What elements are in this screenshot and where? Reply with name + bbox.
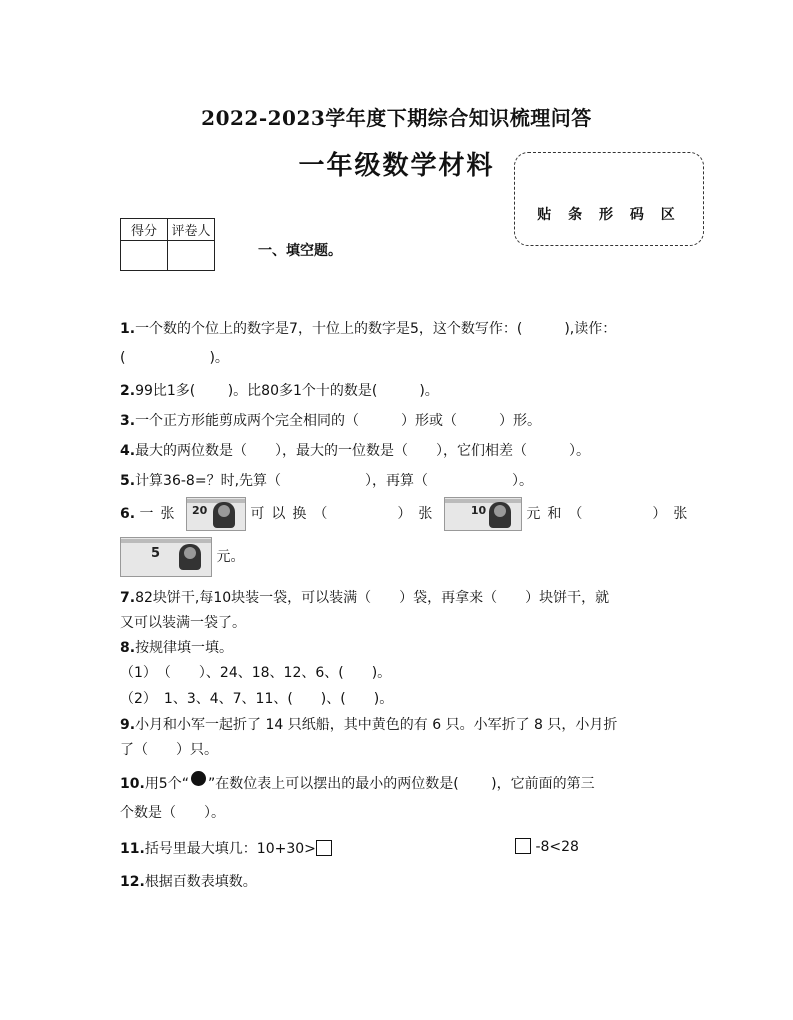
answer-box-2[interactable] — [515, 838, 531, 854]
document-subtitle: 一年级数学材料 — [298, 151, 495, 181]
answer-box-1[interactable] — [316, 840, 332, 856]
banknote-20-icon: 20 — [186, 497, 246, 531]
grader-cell[interactable] — [168, 241, 215, 271]
barcode-label: 贴 条 形 码 区 — [537, 207, 681, 223]
question-10: 10.用5个“ ”在数位表上可以摆出的最小的两位数是( )，它前面的第三 — [120, 771, 595, 793]
score-cell[interactable] — [121, 241, 168, 271]
grader-header: 评卷人 — [168, 219, 215, 241]
question-7: 7.82块饼干,每10块装一袋，可以装满（ ）袋，再拿来（ ）块饼干，就 — [120, 590, 610, 606]
question-12: 12.根据百数表填数。 — [120, 874, 257, 890]
question-2: 2.99比1多( )。比80多1个十的数是( )。 — [120, 383, 439, 399]
banknote-5-icon: 5 — [120, 537, 212, 577]
question-11-part-2: -8<28 — [515, 838, 579, 855]
question-8-row-1: （1） （ ）、24、18、12、6、( )。 — [120, 665, 392, 681]
document-title: 2022-2023学年度下期综合知识梳理问答 — [201, 106, 592, 130]
score-header: 得分 — [121, 219, 168, 241]
question-9: 9.小月和小军一起折了 14 只纸船，其中黄色的有 6 只。小军折了 8 只，小月折 — [120, 717, 618, 733]
score-table — [120, 218, 215, 271]
banknote-10-icon: 10 — [444, 497, 522, 531]
question-6: 6. 一张 20 可以换（ ）张 10 元和（ ）张 — [120, 497, 694, 531]
question-1-cont: ( )。 — [120, 350, 229, 366]
barcode-area — [514, 152, 704, 246]
question-3: 3.一个正方形能剪成两个完全相同的（ ）形或（ ）形。 — [120, 413, 542, 429]
bead-icon — [191, 771, 206, 786]
question-8: 8.按规律填一填。 — [120, 640, 234, 656]
question-9-cont: 了（ ）只。 — [120, 742, 218, 758]
question-10-cont: 个数是（ ）。 — [120, 805, 225, 821]
question-11: 11.括号里最大填几：10+30> — [120, 838, 332, 858]
question-5: 5.计算36-8=？时,先算（ ），再算（ ）。 — [120, 473, 534, 489]
question-1: 1.一个数的个位上的数字是7，十位上的数字是5，这个数写作：( ),读作： — [120, 321, 617, 337]
question-6-cont: 5 元。 — [120, 537, 244, 577]
question-8-row-2: （2） 1、3、4、7、11、( )、( )。 — [120, 691, 394, 707]
section-title: 一、填空题。 — [258, 243, 342, 259]
question-7-cont: 又可以装满一袋了。 — [120, 615, 246, 631]
question-4: 4.最大的两位数是（ ），最大的一位数是（ ），它们相差（ ）。 — [120, 443, 591, 459]
